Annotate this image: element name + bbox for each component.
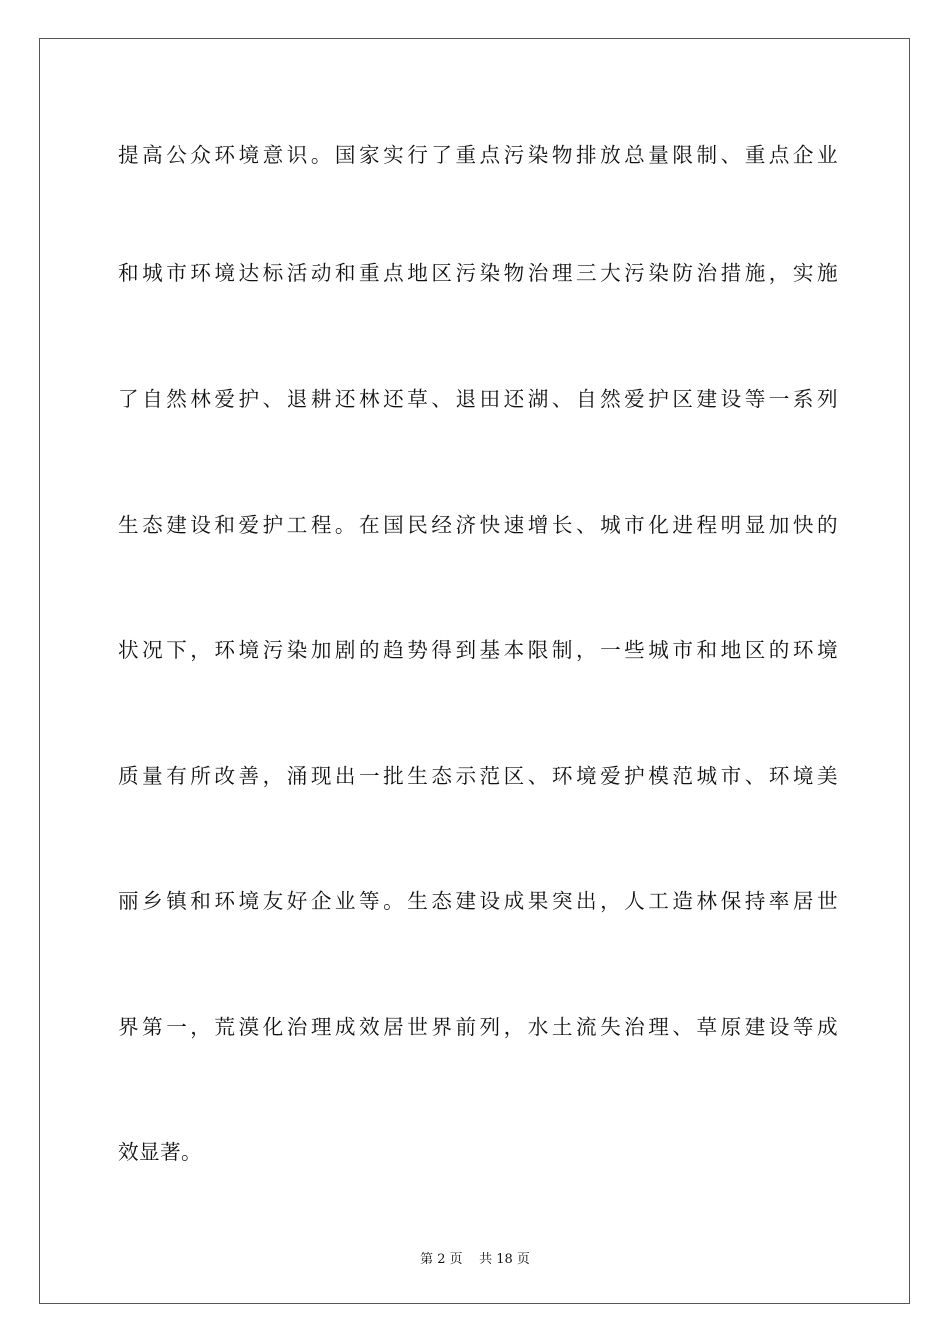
text-line-6: 质量有所改善，涌现出一批生态示范区、环境爱护模范城市、环境美	[118, 764, 838, 788]
page-number: 第 2 页 共 18 页	[420, 1252, 530, 1267]
text-line-3: 了自然林爱护、退耕还林还草、退田还湖、自然爱护区建设等一系列	[118, 387, 838, 411]
text-line-9: 效显著。	[118, 1140, 202, 1164]
page-border	[39, 38, 910, 1304]
text-line-8: 界第一，荒漠化治理成效居世界前列，水土流失治理、草原建设等成	[118, 1015, 838, 1039]
text-line-7: 丽乡镇和环境友好企业等。生态建设成果突出，人工造林保持率居世	[118, 889, 838, 913]
text-line-2: 和城市环境达标活动和重点地区污染物治理三大污染防治措施，实施	[118, 261, 838, 285]
text-line-4: 生态建设和爱护工程。在国民经济快速增长、城市化进程明显加快的	[118, 513, 838, 537]
text-line-1: 提高公众环境意识。国家实行了重点污染物排放总量限制、重点企业	[118, 143, 838, 167]
text-line-5: 状况下，环境污染加剧的趋势得到基本限制，一些城市和地区的环境	[118, 638, 838, 662]
